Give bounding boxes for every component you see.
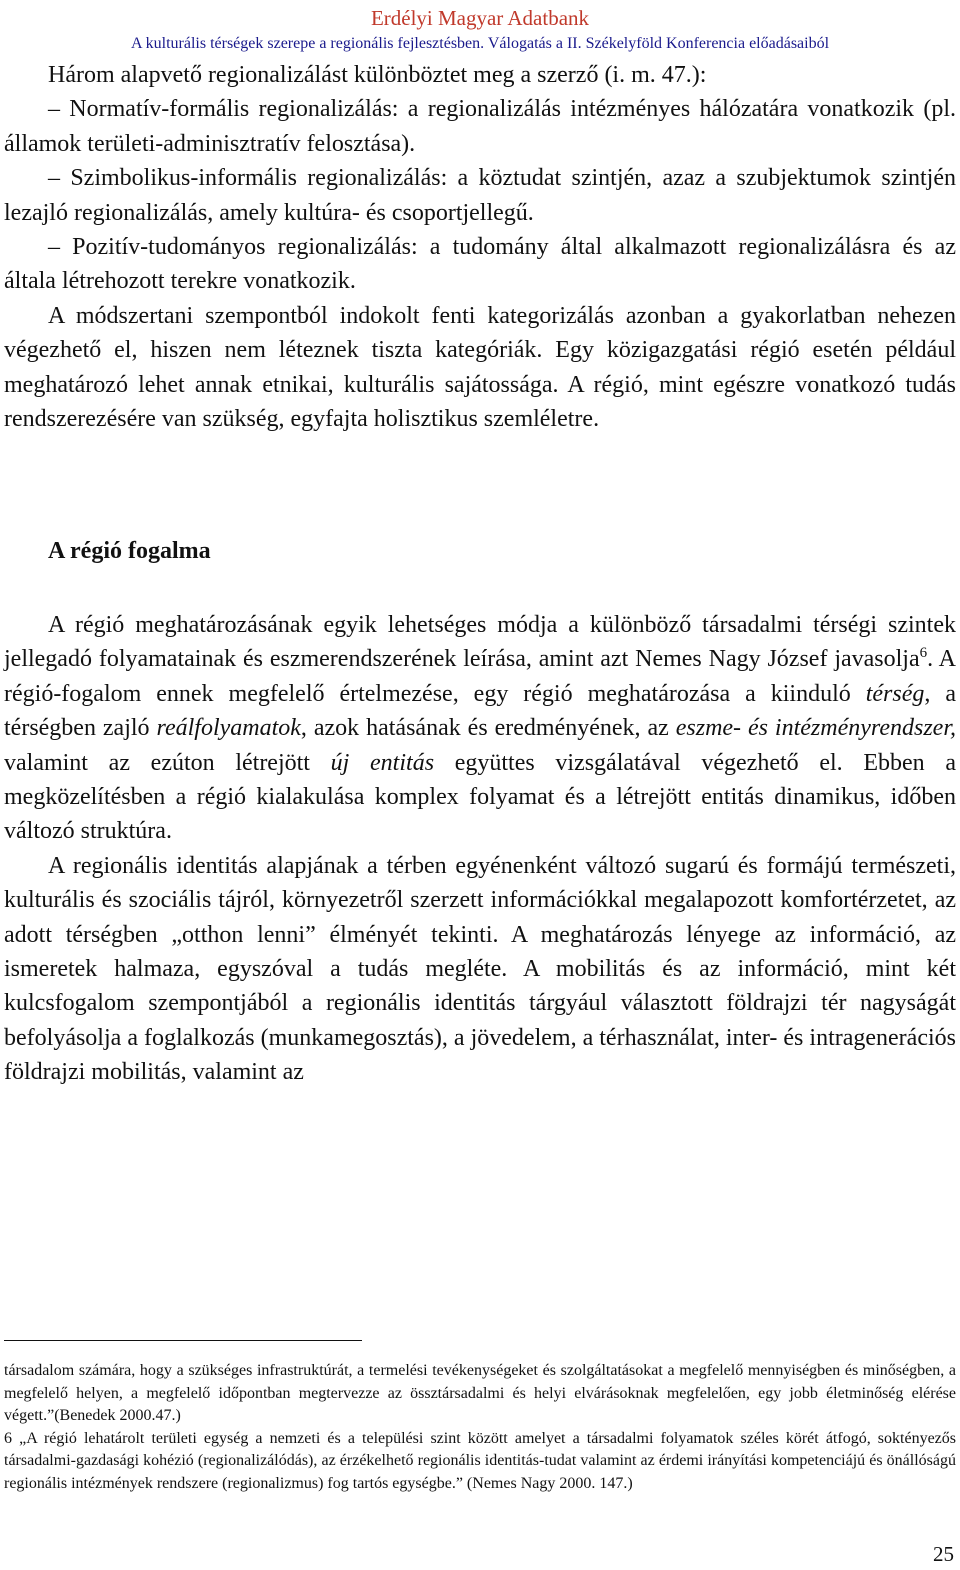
- header-subtitle: A kulturális térségek szerepe a regionális fejlesztésben. Válogatás a II. Székelyföld Konferencia előadásaiból: [130, 35, 830, 52]
- paragraph-regional-identity: A regionális identitás alapjának a térben egyénenként változó sugarú és formájú természeti, kulturális és szociális tájról, környezetről szerzett információkkal megalapozott komfortérzetet, az adott térségben „otthon lenni” élményét tekinti. A meghatározás lényege az információ, az ismeretek halmaza, egyszóval a tudás megléte. A mobilitás és az információ, mint két kulcsfogalom szempontjából a regionális identitás tárgyául választott földrajzi tér nagyságát befolyásolja a foglalkozás (munkamegosztás), a jövedelem, a térhasználat, inter- és intragenerációs földrajzi mobilitás, valamint az: [4, 852, 956, 1086]
- paragraph-region-definition: [4, 608, 956, 849]
- p1-text-c: , a térségben zajló: [4, 680, 956, 742]
- list-item-szimbolikus: – Szimbolikus-informális regionalizálás: a köztudat szintjén, azaz a szubjektumok szintjén lezajló regionalizálás, amely kultúra- és csoportjellegű.: [4, 165, 956, 226]
- p1-text-a: A régió meghatározásának egyik lehetséges módja a különböző társadalmi térségi szintek jellegadó folyamatainak és eszmerendszerének leírása, amint azt Nemes Nagy József javasolja: [4, 612, 956, 673]
- list-item-pozitiv: – Pozitív-tudományos regionalizálás: a tudomány által alkalmazott regionalizálásra és az általa létrehozott terekre vonatkozik.: [4, 234, 956, 295]
- p1-italic-terseg: térség: [865, 680, 925, 707]
- footnotes-block: [4, 1360, 956, 1496]
- paragraph-categorization: A módszertani szempontból indokolt fenti kategorizálás azonban a gyakorlatban nehezen végezhető el, hiszen nem léteznek tiszta kategóriák. Egy közigazgatási régió esetén például meghatározó lehet annak etnikai, kulturális sajátossága. A régió, mint egészre vonatkozó tudás rendszerezésére van szükség, egyfajta holisztikus szemléletre.: [4, 302, 956, 433]
- intro-line: Három alapvető regionalizálást különböztet meg a szerző (i. m. 47.):: [48, 62, 707, 88]
- p1-italic-eszme: eszme- és intézményrendszer,: [675, 715, 957, 742]
- p1-text-b: . A régió-fogalom ennek megfelelő értelmezése, egy régió meghatározása a kiinduló: [4, 646, 957, 707]
- footnote-ref-6[interactable]: 6: [919, 645, 928, 662]
- p1-text-f: együttes vizsgálatával végezhető el. Ebben a megközelítésben a régió kialakulása komplex folyamat és a létrejött entitás dinamikus, időben változó struktúra.: [4, 749, 956, 845]
- p1-italic-entitas: új entitás: [330, 749, 435, 776]
- p1-text-d: , azok hatásának és eredményének, az: [300, 715, 676, 742]
- p1-italic-realfolyamatok: reálfolyamatok: [156, 715, 301, 742]
- top-text-block: [4, 58, 956, 436]
- footnote-6: 6 „A régió lehatárolt területi egység a nemzeti és a települési szint között amelyet a társadalmi folyamatok széles körét átfogó, soktényezős társadalmi-gazdasági kohézió (regionalizálódás), az érzékelhető regionális identitás-tudat valamint az érdemi irányítási kompetenciájú és önállóságú regionális intézmények rendszere (regionalizmus) fog tartós egységbe.” (Nemes Nagy 2000. 147.): [4, 1429, 956, 1492]
- footnote-divider: [4, 1340, 362, 1341]
- section-text-block: [4, 608, 956, 1090]
- page-number: 25: [933, 1542, 954, 1566]
- section-heading: A régió fogalma: [48, 538, 211, 564]
- footnote-continued: társadalom számára, hogy a szükséges infrastruktúrát, a termelési tevékenységeket és szolgáltatásokat a megfelelő mennyiségben és minőségben, a megfelelő helyen, a megfelelő időpontban megtervezze az össztársadalmi és helyi elvárásoknak megfelelően, egy jobb életminőség elérése végett.”(Benedek 2000.47.): [4, 1362, 956, 1425]
- p1-text-e: valamint az ezúton létrejött: [4, 749, 331, 776]
- list-item-normativ: – Normatív-formális regionalizálás: a regionalizálás intézményes hálózatára vonatkozik (pl. államok területi-adminisztratív felosztása).: [4, 96, 956, 157]
- header-site-title[interactable]: Erdélyi Magyar Adatbank: [370, 6, 590, 30]
